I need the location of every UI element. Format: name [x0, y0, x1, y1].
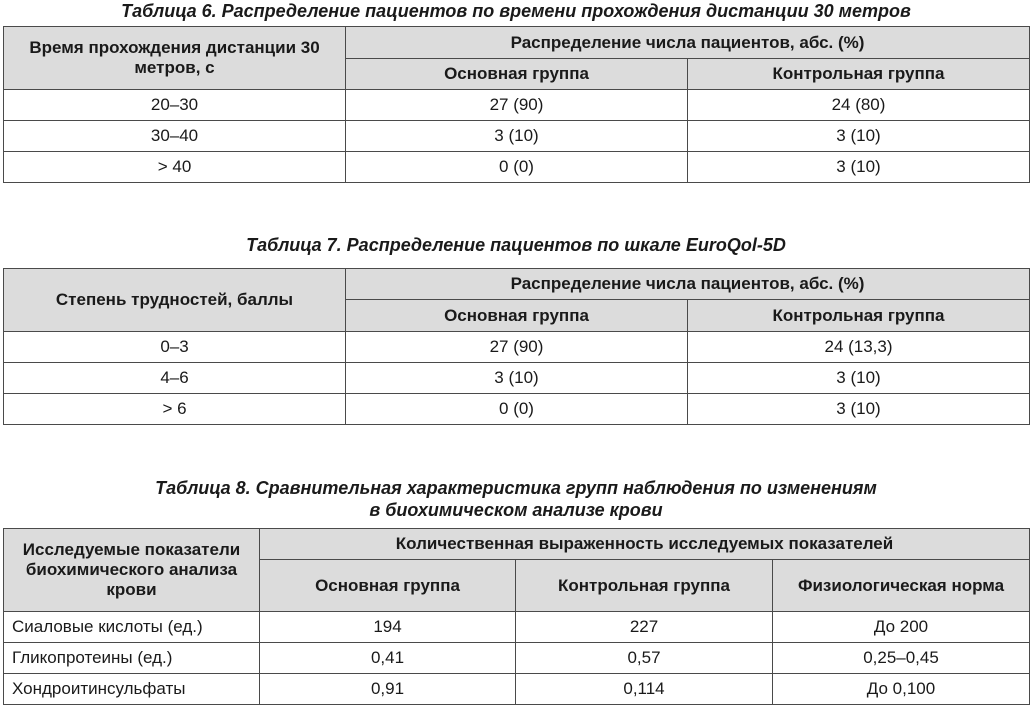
table7-caption: Таблица 7. Распределение пациентов по шкале EuroQol-5D: [246, 235, 786, 255]
main-group-value: 0,91: [260, 674, 516, 705]
table-row: [4, 121, 1030, 152]
table6: [3, 26, 1030, 183]
main-group-value: 0,41: [260, 643, 516, 674]
control-group-value: 0,57: [516, 643, 773, 674]
main-group-value: 27 (90): [346, 90, 688, 121]
table8-col-main: Основная группа: [260, 560, 516, 612]
table-row: [4, 612, 1030, 643]
table-row: [4, 394, 1030, 425]
row-label: 30–40: [4, 121, 346, 152]
table8-caption: [0, 477, 1032, 521]
main-group-value: 3 (10): [346, 121, 688, 152]
table-row: [4, 152, 1030, 183]
table8: [3, 528, 1030, 705]
table-row: [4, 643, 1030, 674]
control-group-value: 3 (10): [688, 152, 1030, 183]
control-group-value: 227: [516, 612, 773, 643]
row-label: Гликопротеины (ед.): [4, 643, 260, 674]
table6-row-header: Время прохождения дистанции 30 метров, с: [4, 27, 346, 90]
table7: [3, 268, 1030, 425]
table7-row-header: Степень трудностей, баллы: [4, 269, 346, 332]
table8-caption-line2: в биохимическом анализе крови: [369, 500, 663, 520]
control-group-value: 3 (10): [688, 394, 1030, 425]
row-label: 4–6: [4, 363, 346, 394]
control-group-value: 0,114: [516, 674, 773, 705]
table-row: [4, 363, 1030, 394]
main-group-value: 3 (10): [346, 363, 688, 394]
main-group-value: 0 (0): [346, 394, 688, 425]
norm-value: До 0,100: [773, 674, 1030, 705]
table8-group-header: Количественная выраженность исследуемых показателей: [260, 529, 1030, 560]
table7-col-main: Основная группа: [346, 300, 688, 332]
table-row: [4, 90, 1030, 121]
row-label: > 6: [4, 394, 346, 425]
main-group-value: 194: [260, 612, 516, 643]
row-label: 0–3: [4, 332, 346, 363]
norm-value: До 200: [773, 612, 1030, 643]
table8-caption-line1: Таблица 8. Сравнительная характеристика групп наблюдения по изменениям: [155, 478, 877, 498]
table6-caption: Таблица 6. Распределение пациентов по времени прохождения дистанции 30 метров: [121, 1, 911, 21]
main-group-value: 0 (0): [346, 152, 688, 183]
control-group-value: 24 (80): [688, 90, 1030, 121]
row-label: > 40: [4, 152, 346, 183]
table6-col-control: Контрольная группа: [688, 59, 1030, 90]
table8-col-control: Контрольная группа: [516, 560, 773, 612]
row-label: Сиаловые кислоты (ед.): [4, 612, 260, 643]
row-label: Хондроитинсульфаты: [4, 674, 260, 705]
table6-group-header: Распределение числа пациентов, абс. (%): [346, 27, 1030, 59]
table7-col-control: Контрольная группа: [688, 300, 1030, 332]
control-group-value: 3 (10): [688, 121, 1030, 152]
table-row: [4, 674, 1030, 705]
main-group-value: 27 (90): [346, 332, 688, 363]
control-group-value: 3 (10): [688, 363, 1030, 394]
row-label: 20–30: [4, 90, 346, 121]
table-row: [4, 332, 1030, 363]
table6-col-main: Основная группа: [346, 59, 688, 90]
table7-group-header: Распределение числа пациентов, абс. (%): [346, 269, 1030, 300]
control-group-value: 24 (13,3): [688, 332, 1030, 363]
table8-row-header: Исследуемые показатели биохимического анализа крови: [4, 529, 260, 612]
table8-col-norm: Физиологическая норма: [773, 560, 1030, 612]
norm-value: 0,25–0,45: [773, 643, 1030, 674]
